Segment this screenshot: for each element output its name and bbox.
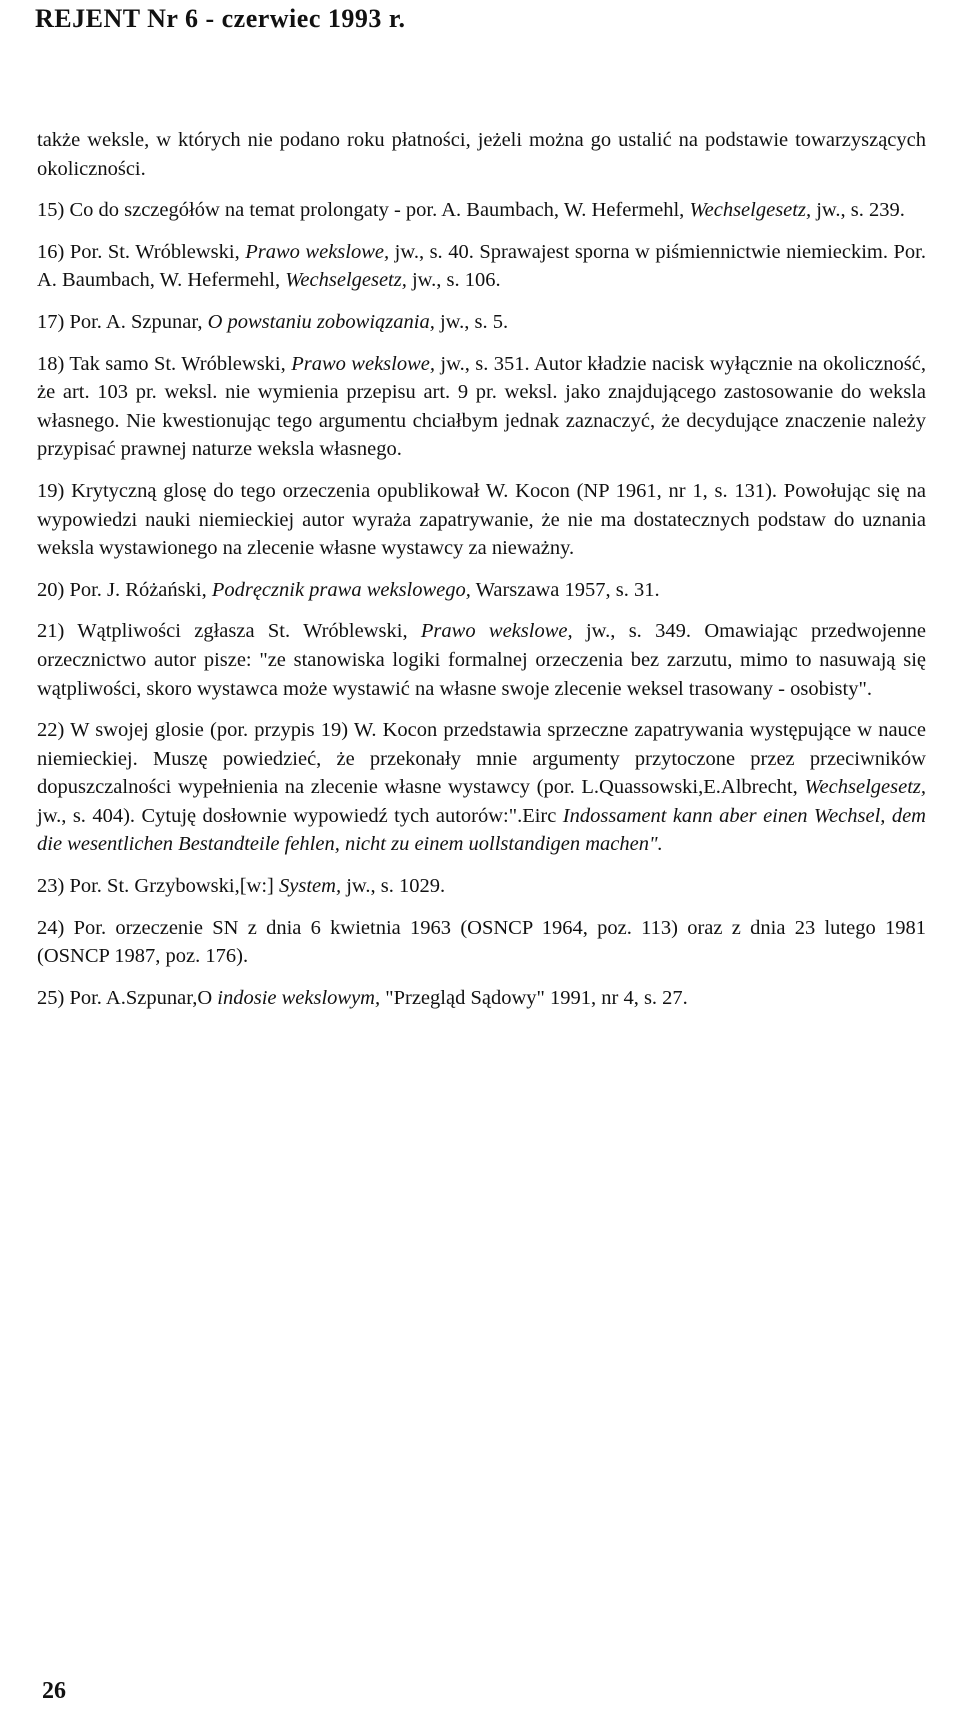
footnote-18	[37, 350, 926, 464]
footnote-italic-text: Podręcznik prawa wekslowego,	[211, 578, 471, 601]
footnote-19	[37, 477, 926, 563]
footnote-text: 16) Por. St. Wróblewski,	[37, 240, 246, 263]
footnote-24	[37, 914, 926, 971]
footnote-text: 23) Por. St. Grzybowski,[w:]	[37, 875, 280, 898]
footnote-text: 21) Wątpliwości zgłasza St. Wróblewski,	[37, 620, 421, 643]
footnote-25	[37, 984, 926, 1013]
footnote-16	[37, 238, 926, 295]
footnotes-list	[37, 126, 926, 1025]
footnote-italic-text: Wechselgesetz,	[285, 269, 407, 292]
footnote-21	[37, 617, 926, 703]
footnote-italic-text: Prawo wekslowe,	[420, 620, 573, 643]
footnote-text: jw., s. 5.	[434, 310, 509, 333]
footnote-text: 25) Por. A.Szpunar,O	[37, 986, 218, 1009]
footnote-text: 18) Tak samo St. Wróblewski,	[37, 352, 292, 375]
footnote-text: 24) Por. orzeczenie SN z dnia 6 kwietnia 1963 (OSNCP 1964, poz. 113) oraz z dnia 23 lutego 1981 (OSNCP 1987, poz. 176).	[37, 916, 926, 968]
footnote-text: jw., s. 404). Cytuję dosłownie wypowiedź tych autorów:".Eirc	[37, 804, 563, 827]
footnote-text: jw., s. 106.	[406, 269, 501, 292]
footnote-italic-text: Wechselgesetz,	[689, 199, 812, 222]
footnote-text: jw., s. 239.	[811, 199, 905, 222]
footnote-20	[37, 576, 926, 605]
footnote-22	[37, 716, 926, 859]
footnote-17	[37, 308, 926, 337]
footnote-text: jw., s. 1029.	[341, 875, 446, 898]
footnote-text: jw., s. 349. Omawiając przedwojenne orzecznictwo autor pisze: "ze stanowiska logiki formalnej orzeczenia bez zarzutu, mimo to nasuwają się wątpliwości, skoro wystawca może wystawić na własne swoje zlecenie weksel trasowany - osobisty".	[37, 620, 926, 700]
footnote-text: 22) W swojej glosie (por. przypis 19) W. Kocon przedstawia sprzeczne zapatrywania występujące w nauce niemieckiej. Muszę powiedzieć, że przekonały mnie argumenty przytoczone przez przeciwników dopuszczalności wypełnienia na zlecenie własne wystawcy (por. L.Quassowski,E.Albrecht,	[37, 719, 926, 799]
footnote-text: 19) Krytyczną glosę do tego orzeczenia opublikował W. Kocon (NP 1961, nr 1, s. 131). Powołując się na wypowiedzi nauki niemieckiej autor wyraża zapatrywanie, że nie ma dostatecznych podstaw do uznania weksla wystawionego na zlecenie własne wystawcy za nieważny.	[37, 479, 926, 560]
footnote-text: 15) Co do szczegółów na temat prolongaty - por. A. Baumbach, W. Hefermehl,	[37, 199, 690, 222]
footnote-text: jw., s. 40. Sprawajest sporna w piśmiennictwie niemieckim. Por. A. Baumbach, W. Hefermehl,	[37, 240, 926, 292]
footnote-15	[37, 196, 926, 225]
footnote-italic-text: Prawo wekslowe,	[291, 352, 435, 375]
footnote-continuation	[37, 126, 926, 183]
running-header: REJENT Nr 6 - czerwiec 1993 r.	[35, 4, 406, 33]
footnote-text: 17) Por. A. Szpunar,	[37, 310, 208, 333]
footnote-italic-text: O powstaniu zobowiązania,	[207, 310, 435, 333]
footnote-text: Warszawa 1957, s. 31.	[470, 578, 660, 601]
footnote-text: "Przegląd Sądowy" 1991, nr 4, s. 27.	[380, 986, 688, 1009]
footnote-text: także weksle, w których nie podano roku płatności, jeżeli można go ustalić na podstawie towarzyszących okoliczności.	[37, 129, 926, 180]
page-number: 26	[42, 1678, 66, 1704]
footnote-text: 20) Por. J. Różański,	[37, 578, 212, 601]
footnote-23	[37, 872, 926, 901]
footnote-italic-text: System,	[279, 875, 342, 898]
footnote-italic-text: Prawo wekslowe,	[245, 240, 390, 263]
footnote-italic-text: indosie wekslowym,	[217, 986, 381, 1009]
footnote-italic-text: Indossament kann aber einen Wechsel, dem die wesentlichen Bestandteile fehlen, nicht zu einem uollstandigen machen".	[37, 804, 926, 856]
footnote-italic-text: Wechselgesetz,	[804, 776, 926, 799]
footnote-text: jw., s. 351. Autor kładzie nacisk wyłącznie na okoliczność, że art. 103 pr. weksl. nie wymienia przepisu art. 9 pr. weksl. jako znajdującego zastosowanie do weksla własnego. Nie kwestionując tego argumentu chciałbym jednak zaznaczyć, że decydujące znaczenie należy przypisać prawnej naturze weksla własnego.	[37, 352, 926, 461]
